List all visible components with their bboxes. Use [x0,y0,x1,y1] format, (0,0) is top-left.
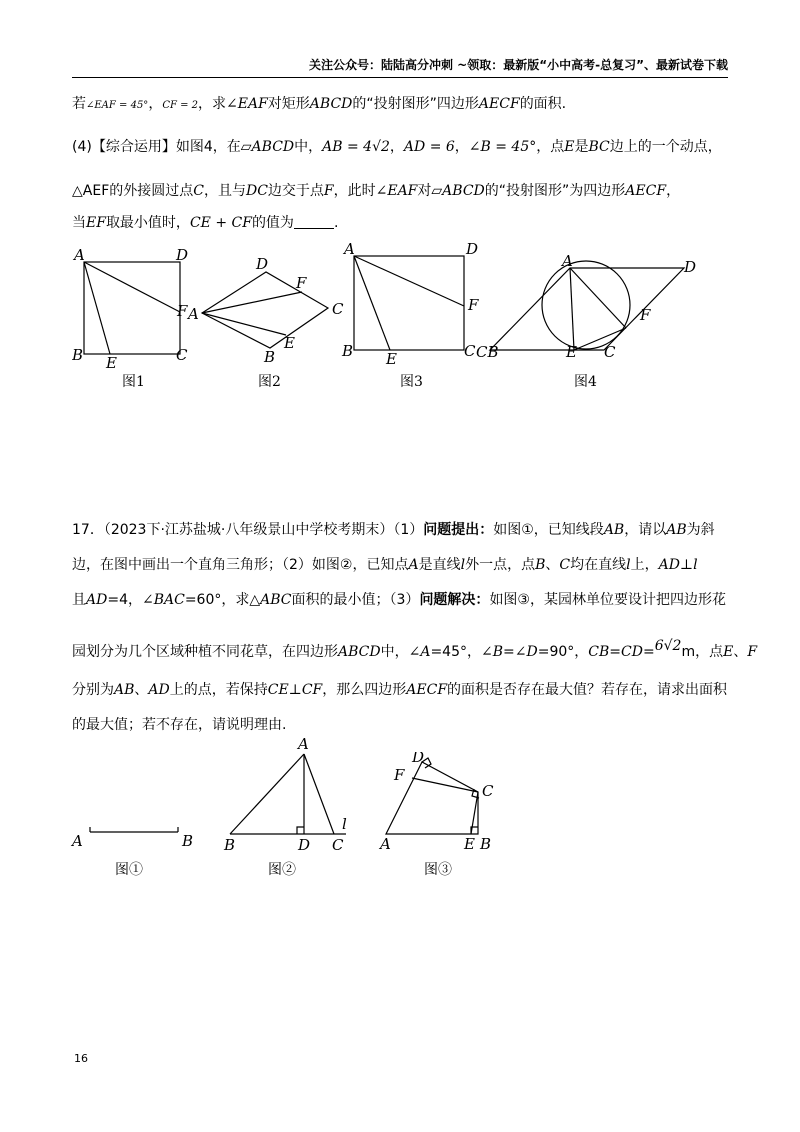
quadrilateral-adcb [202,272,328,348]
q17-line-4 [72,636,758,662]
caption-fig-1: 图1 [122,374,145,390]
label-b: B [182,832,194,850]
text: 边上的一个动点， [609,139,722,155]
text: = [503,644,515,660]
label-b: B [342,342,354,360]
figure-2 [186,252,346,367]
text: 分别为 [72,682,114,698]
math: ∠EAF [226,96,268,112]
text: 如图①，已知线段 [493,522,604,538]
page-header: 关注公众号：陆陆高分冲刺 ~领取：最新版“小中高考-总复习”、最新试卷下载 [72,56,728,78]
label-d: D [684,258,697,276]
math: A [408,557,419,573]
figure-4 [476,250,706,365]
label-d: D [412,752,425,766]
math: ∠EAF = 45° [86,100,149,111]
math: AB [666,522,687,538]
math: B [535,557,546,573]
square-abcd [84,262,180,354]
figure-17-3 [376,752,506,852]
text: ，那么四边形 [322,682,407,698]
math: AD = 6 [403,139,455,155]
figure-1 [72,244,192,369]
math: AD [148,682,170,698]
math: ▱ [240,139,252,155]
text: △AEF的外接圆过点 [72,183,194,199]
text: 的“投射图形”为四边形 [484,183,626,199]
math: CE⊥CF [267,682,323,698]
math: DC [245,183,268,199]
label-c: C [332,836,344,853]
segment-ab [230,754,304,834]
text: 问题提出： [423,522,494,538]
caption-fig-4: 图4 [574,374,597,390]
segment-af [570,268,626,328]
segment-ce [471,792,478,834]
label-a: A [72,832,83,850]
text: m，点 [681,644,724,660]
label-f: F [177,302,188,320]
text: ， [666,183,681,199]
caption-fig-17-2: 图② [268,862,296,878]
math: l [460,557,466,573]
text: = [609,644,622,660]
text: 问题解决： [419,592,490,608]
text: 的面积. [519,96,567,112]
math: AECF [406,682,448,698]
circumcircle-aef [542,261,630,349]
segment-cf [412,778,478,792]
text: 、 [134,682,149,698]
math: ∠EAF [375,183,418,199]
label-f: F [394,766,405,784]
q16-line-1 [72,94,732,116]
math: AECF [478,96,520,112]
math: CB [588,644,610,660]
text: 若 [72,96,86,112]
label-e: E [386,350,397,365]
label-a: A [188,305,199,323]
figure-3 [340,240,480,365]
math: ∠B [481,644,504,660]
label-b: B [224,836,236,853]
q16-line-2 [72,137,732,157]
text: 边，在图中画出一个直角三角形；（2）如图②，已知点 [72,557,409,573]
figure-17-1 [70,818,200,853]
text: ，求 [198,96,227,112]
text: . [333,215,339,231]
segment-ae [84,262,110,354]
math: ∠A [408,644,431,660]
segment-ae [202,313,286,335]
math: AECF [625,183,667,199]
segment-ac [304,754,334,834]
text: 园划分为几个区域种植不同花草，在四边形 [72,644,338,660]
text: =45°， [430,644,481,660]
text: 是 [574,139,589,155]
text: ， [148,96,163,112]
q17-line-2 [72,555,732,575]
text: 面积的最小值；（3） [291,592,420,608]
text: ，请以 [624,522,667,538]
label-cb: CB [476,343,499,361]
text: (4)【综合运用】如图4，在 [72,139,241,155]
text: 的值为 [251,215,294,231]
math: △ABC [249,592,292,608]
text: ， [389,139,404,155]
label-d: D [176,246,189,264]
caption-fig-17-3: 图③ [424,862,452,878]
answer-blank[interactable] [294,214,334,229]
text: 、 [733,644,748,660]
q17-line-1 [72,520,732,540]
label-c: C [464,342,476,360]
caption-fig-3: 图3 [400,374,423,390]
math: AD [86,592,108,608]
math: ∠BAC [141,592,185,608]
math: AD⊥l [658,557,698,573]
label-e: E [106,354,117,369]
math: BC [588,139,610,155]
math: E [723,644,734,660]
math: C [193,183,204,199]
math: ∠B = 45° [468,139,537,155]
math: ▱ABCD [431,183,485,199]
label-e: E [566,343,577,361]
math: ABCD [338,644,381,660]
label-a: A [562,252,573,270]
q17-line-3 [72,590,732,610]
label-c: C [604,343,616,361]
text: = [642,644,655,660]
text: 且 [72,592,86,608]
text: 、 [545,557,560,573]
label-e: E [284,334,295,352]
math: F [323,183,334,199]
label-c: C [176,346,188,364]
text: 均在直线 [570,557,627,573]
q16-line-3 [72,181,732,201]
text: 为斜 [686,522,715,538]
q16-line-4 [72,213,732,233]
label-a: A [298,735,309,753]
label-l: l [342,815,347,833]
label-b: B [72,346,84,364]
caption-fig-2: 图2 [258,374,281,390]
label-b: B [480,835,492,852]
rectangle-abcd [354,256,464,350]
text: 边交于点 [267,183,324,199]
text: =60°，求 [184,592,250,608]
q17-line-6: 的最大值；若不存在，请说明理由. [72,717,287,733]
label-f: F [640,306,651,324]
math: AB [114,682,135,698]
math: AB [603,522,625,538]
label-a: A [380,835,391,852]
math: AB = 4√2 [322,139,390,155]
text: ， [454,139,469,155]
math: CF = 2 [162,100,199,111]
text: 取最小值时， [105,215,190,231]
label-a: A [74,246,85,264]
math: C [559,557,571,573]
text: 外一点，点 [465,557,536,573]
parallelogram-abcd [490,268,684,350]
text: 如图③，某园林单位要设计把四边形花 [489,592,726,608]
text: =4， [107,592,142,608]
label-c: C [482,782,494,800]
math: E [564,139,575,155]
text: 中， [294,139,323,155]
math: ABCD [251,139,295,155]
label-f: F [468,296,479,314]
math: ∠D [514,644,538,660]
text: =90°， [537,644,589,660]
label-c: C [332,300,344,318]
right-angle-mark [297,827,304,834]
text: 是直线 [418,557,461,573]
math: ABCD [309,96,353,112]
label-d: D [466,240,479,258]
text: 中， [380,644,409,660]
label-b: B [264,348,276,366]
label-a: A [344,240,355,258]
math: F [747,644,758,660]
text: 对矩形 [267,96,310,112]
text: 当 [72,215,86,231]
label-d: D [256,255,269,273]
page-number: 16 [74,1052,88,1065]
math: l [626,557,631,573]
label-e: E [464,835,475,852]
math: CE + CF [189,215,252,231]
label-f: F [296,274,307,292]
segment-ae [570,268,574,350]
text: ，点 [536,139,565,155]
text: ，此时 [333,183,376,199]
text: 17．（2023下·江苏盐城·八年级景山中学校考期末）（1） [72,522,424,538]
figure-17-2 [218,733,368,853]
caption-fig-17-1: 图① [115,862,143,878]
math: EF [86,215,106,231]
text: 对 [417,183,432,199]
text: ，且与 [203,183,246,199]
text: 的“投射图形”四边形 [352,96,479,112]
label-d: D [298,836,311,853]
text: 上的点，若保持 [169,682,268,698]
text: 的面积是否存在最大值？若存在，请求出面积 [447,682,728,698]
math: CD [621,644,643,660]
segment-af [84,262,180,312]
q17-line-5 [72,680,732,700]
math: 6√2 [654,638,682,654]
segment-af [202,292,302,313]
text: 上， [630,557,659,573]
